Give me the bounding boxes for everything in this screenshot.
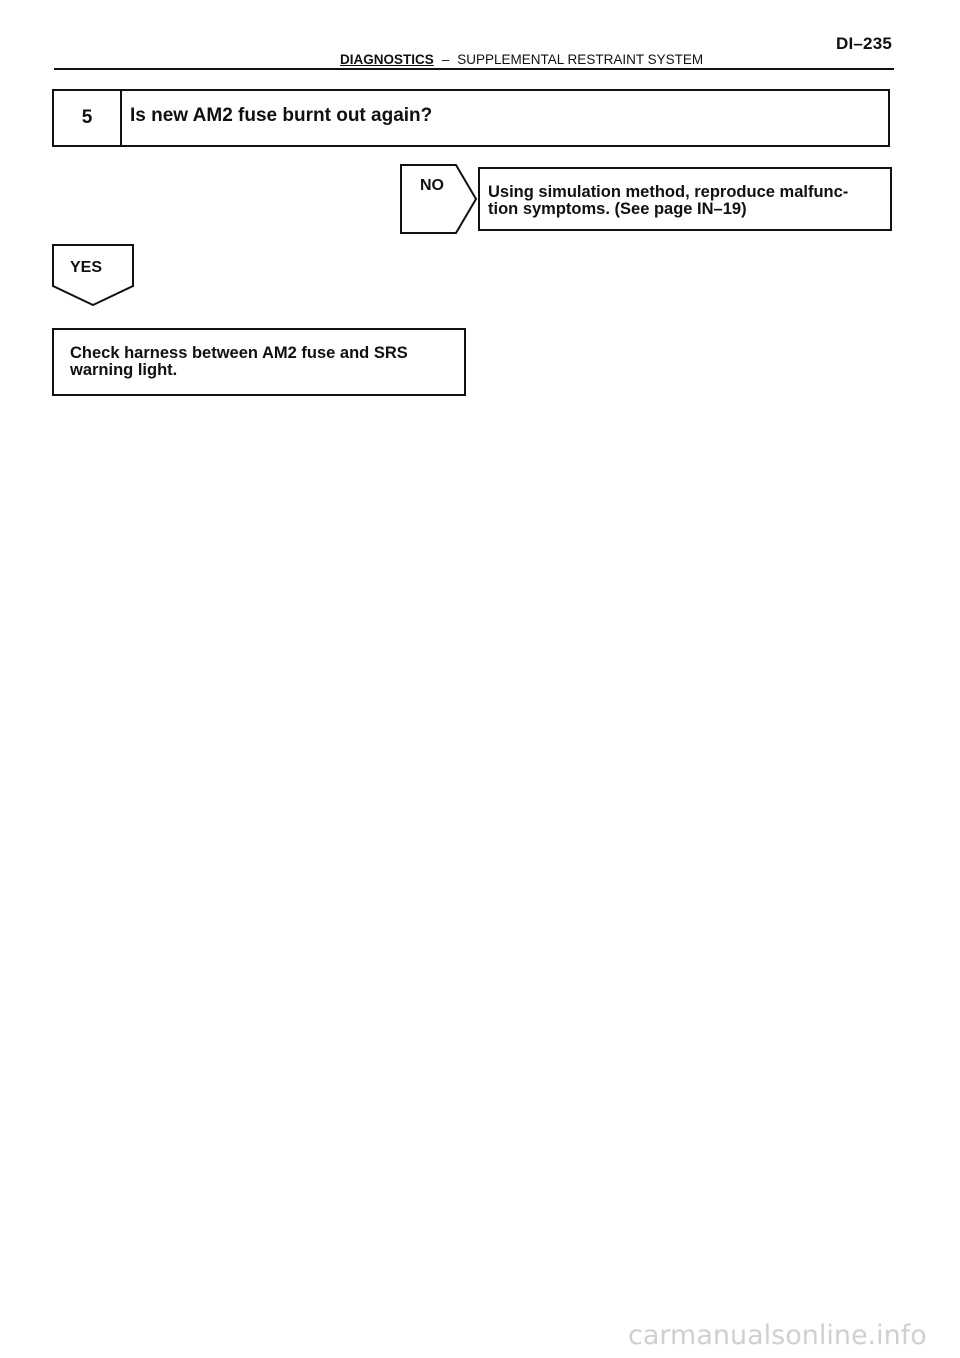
step-number: 5	[54, 91, 122, 145]
no-result-line: Using simulation method, reproduce malfunc-	[488, 183, 849, 201]
no-result-line: tion symptoms. (See page IN–19)	[488, 200, 747, 218]
no-result-box	[478, 167, 892, 231]
step-question: Is new AM2 fuse burnt out again?	[130, 105, 433, 126]
header-rule	[54, 68, 894, 70]
yes-branch-tag	[52, 244, 134, 306]
yes-result-line: Check harness between AM2 fuse and SRS	[70, 344, 408, 362]
right-arrow-tag-icon	[400, 164, 478, 234]
step-box	[52, 89, 890, 147]
no-branch-tag	[400, 164, 478, 234]
yes-label: YES	[70, 259, 103, 276]
yes-result-line: warning light.	[70, 361, 178, 379]
page-header	[340, 52, 703, 67]
header-separator: –	[441, 52, 450, 67]
header-section: DIAGNOSTICS	[340, 52, 434, 67]
watermark: carmanualsonline.info	[628, 1320, 927, 1351]
yes-result-box	[52, 328, 466, 396]
header-subsection: SUPPLEMENTAL RESTRAINT SYSTEM	[457, 52, 704, 67]
page-number: DI–235	[836, 34, 893, 53]
no-label: NO	[420, 177, 444, 194]
